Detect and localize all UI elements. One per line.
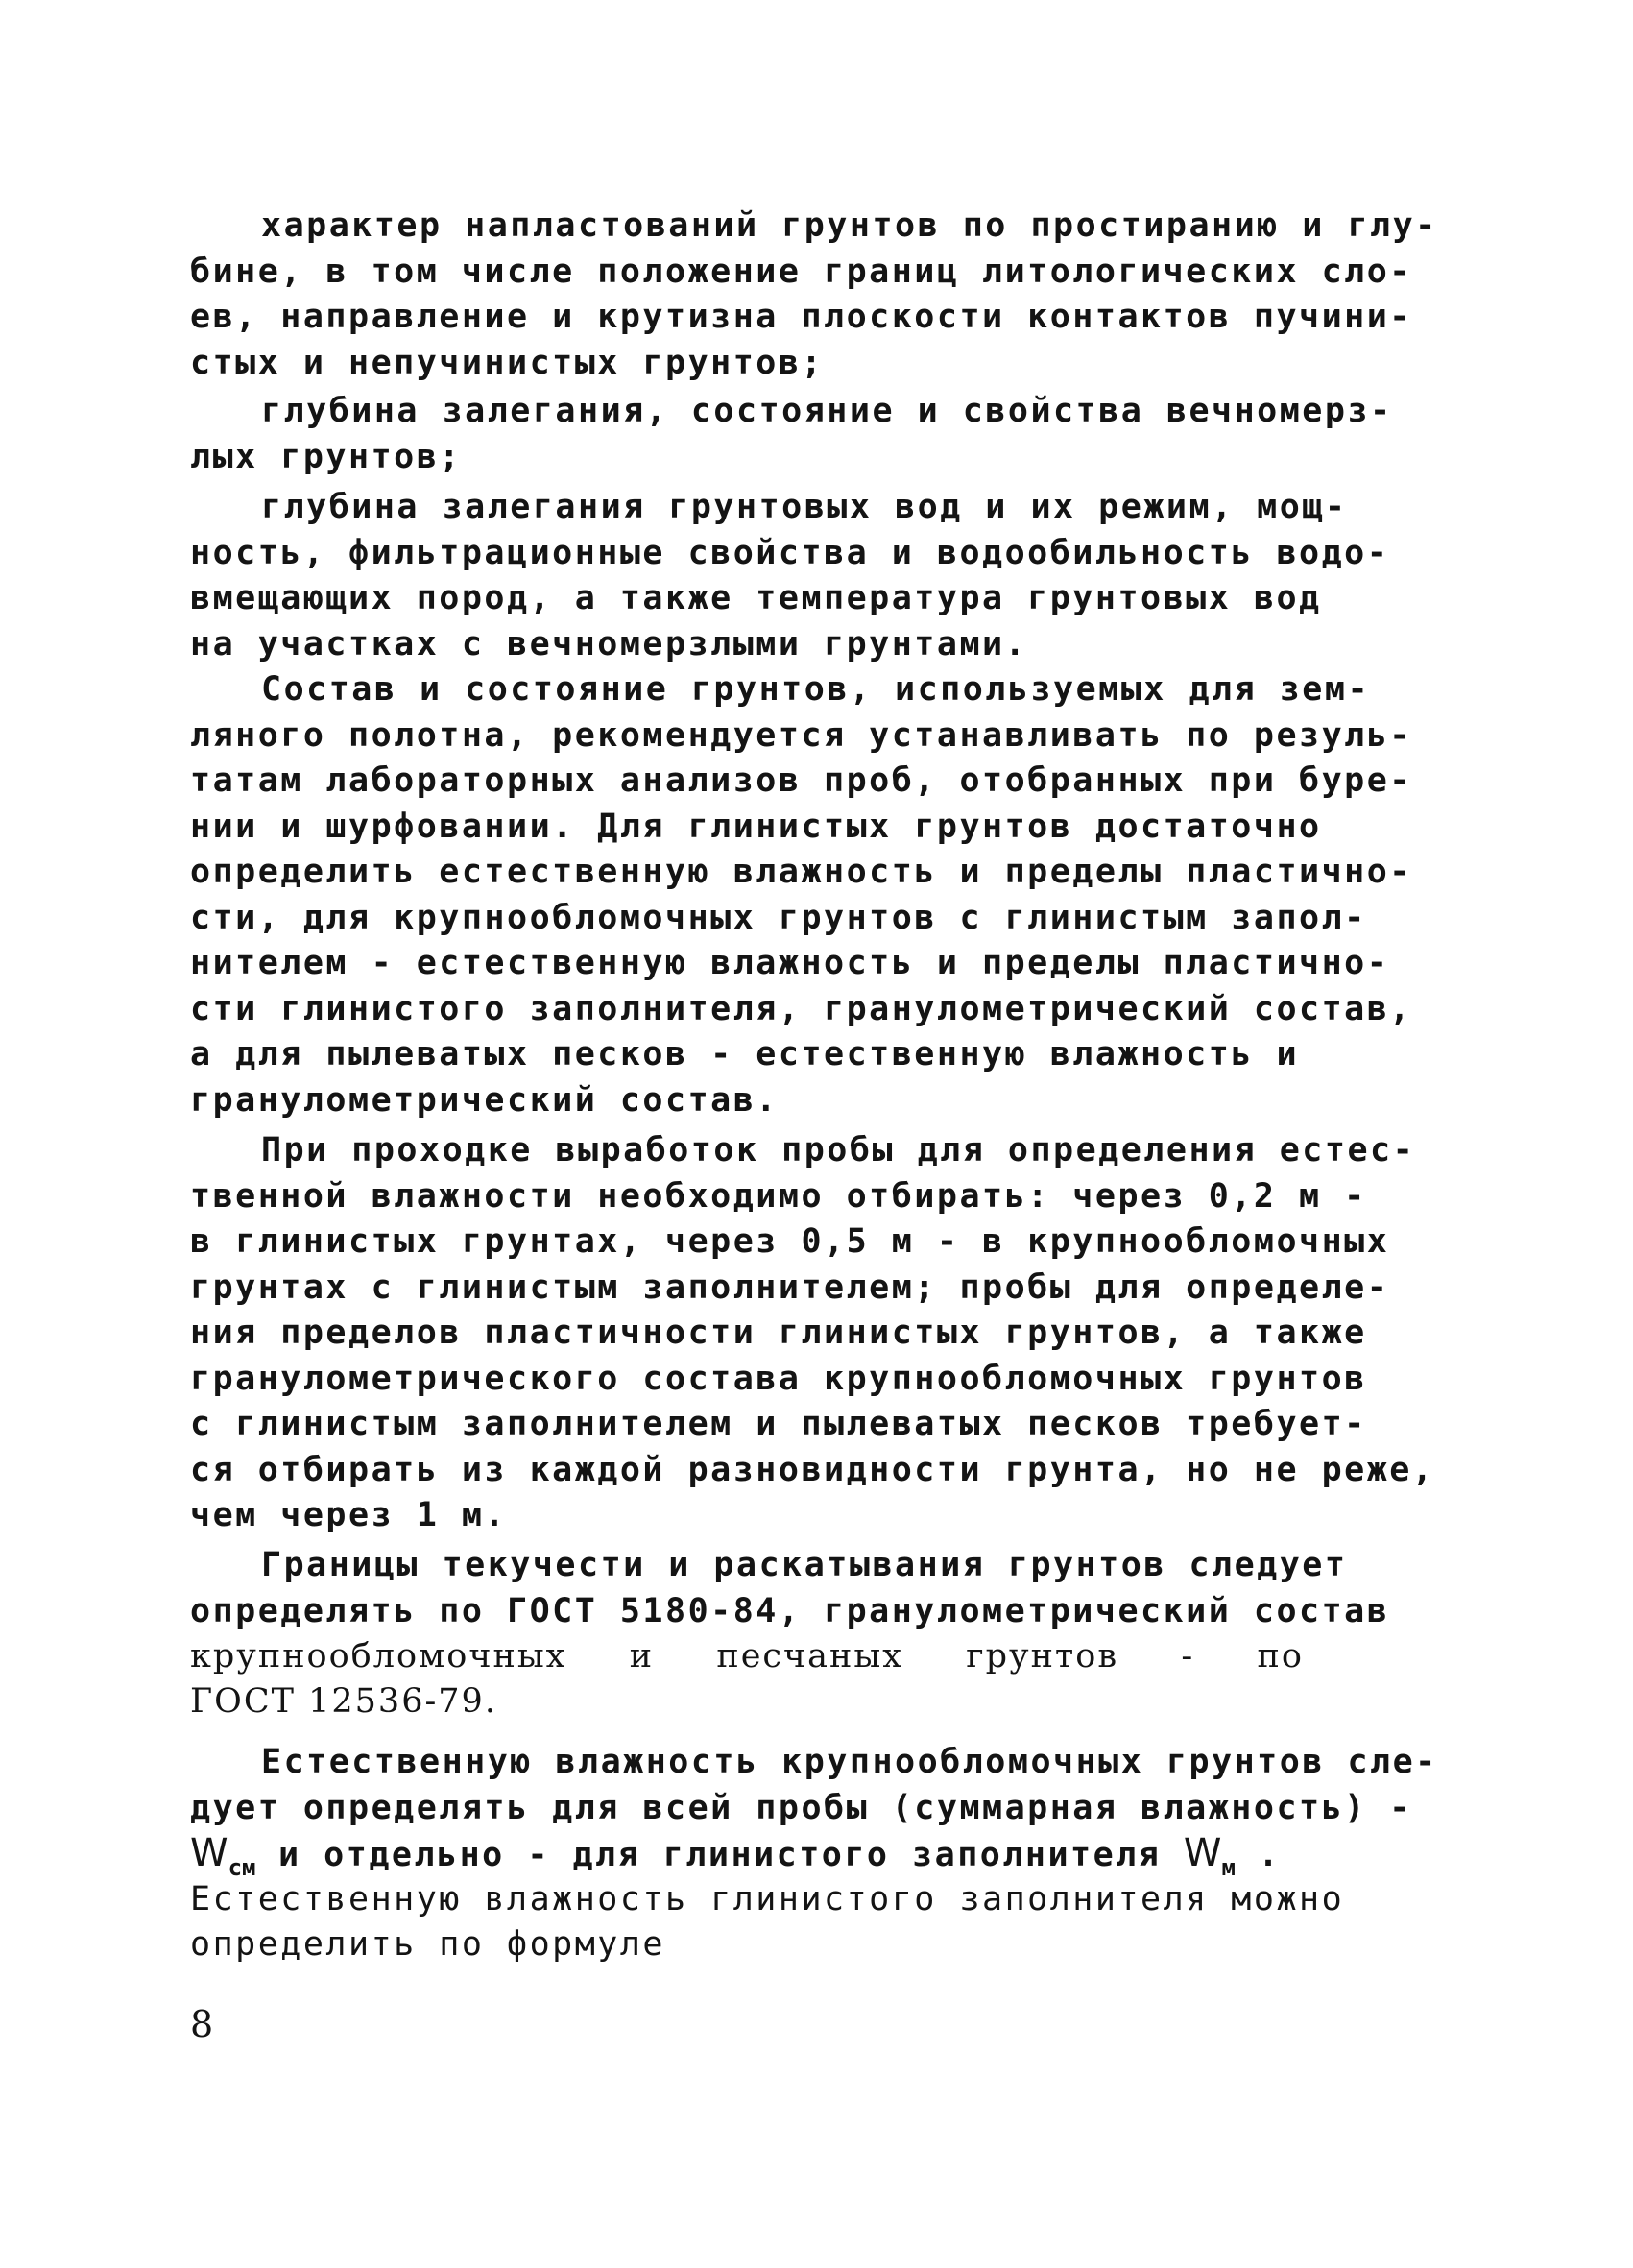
formula-middle-text: и отдельно - для глинистого заполнителя: [255, 1836, 1184, 1874]
w-symbol: W: [190, 1831, 228, 1875]
text-line: При проходке выработок пробы для определения естес-: [261, 1131, 1416, 1170]
text-line: вмещающих пород, а также температура грунтовых вод: [190, 579, 1322, 617]
text-line: твенной влажности необходимо отбирать: через 0,2 м -: [190, 1176, 1367, 1216]
text-line: дует определять для всей пробы (суммарная влажность) -: [190, 1788, 1412, 1827]
formula-line: [190, 1831, 1457, 1881]
text-line: гранулометрического состава крупнообломочных грунтов: [190, 1359, 1367, 1398]
text-line: стых и непучинистых грунтов;: [190, 343, 825, 382]
gost-reference-line: ГОСТ 12536-79.: [190, 1682, 497, 1721]
spread-word: -: [1181, 1637, 1195, 1676]
text-line: грунтах с глинистым заполнителем; пробы для определе-: [190, 1267, 1390, 1307]
spread-word: крупнообломочных: [190, 1637, 567, 1676]
text-line: определять по ГОСТ 5180-84, гранулометрический состав: [190, 1591, 1390, 1630]
text-line: на участках с вечномерзлыми грунтами.: [190, 624, 1028, 664]
paragraph-4: [190, 667, 1457, 1123]
subscript-m: м: [1221, 1854, 1236, 1881]
spread-line: [190, 1634, 1304, 1680]
text-line: нителем - естественную влажность и пределы пластично-: [190, 944, 1390, 982]
spread-word: грунтов: [966, 1637, 1119, 1676]
text-line: чем через 1 м.: [190, 1496, 508, 1534]
text-line: Состав и состояние грунтов, используемых для зем-: [261, 670, 1371, 709]
text-line: в глинистых грунтах, через 0,5 м - в крупнообломочных: [190, 1222, 1390, 1261]
text-line: определить естественную влажность и пределы пластично-: [190, 853, 1412, 891]
text-line: глубина залегания, состояние и свойства вечномерз-: [261, 392, 1393, 430]
text-line: татам лабораторных анализов проб, отобранных при буре-: [190, 761, 1412, 800]
text-line: ность, фильтрационные свойства и водообильность водо-: [190, 533, 1390, 572]
text-line: глубина залегания грунтовых вод и их режим, мощ-: [261, 488, 1348, 526]
page-number: 8: [190, 2003, 214, 2045]
paragraph-6: [190, 1543, 1457, 1634]
spread-word: и: [629, 1637, 655, 1676]
paragraph-2: [190, 389, 1457, 480]
text-line: лых грунтов;: [190, 437, 462, 476]
text-line: а для пылеватых песков - естественную влажность и: [190, 1035, 1300, 1074]
subscript-sm: см: [228, 1854, 256, 1881]
text-line: характер напластований грунтов по простиранию и глу-: [261, 206, 1438, 245]
text-line: Естественную влажность глинистого заполнителя можно: [190, 1879, 1345, 1918]
text-line: сти глинистого заполнителя, гранулометрический состав,: [190, 989, 1412, 1028]
text-line: сти, для крупнообломочных грунтов с глинистым запол-: [190, 898, 1367, 937]
text-line: ляного полотна, рекомендуется устанавливать по резуль-: [190, 715, 1412, 755]
w-symbol: W: [1183, 1831, 1222, 1875]
text-line: нии и шурфовании. Для глинистых грунтов достаточно: [190, 807, 1322, 846]
formula-end-text: .: [1235, 1836, 1282, 1874]
text-line: бине, в том числе положение границ литологических сло-: [190, 252, 1412, 291]
text-line: ев, направление и крутизна плоскости контактов пучини-: [190, 298, 1412, 336]
spread-word: по: [1257, 1637, 1304, 1676]
text-line: ния пределов пластичности глинистых грунтов, а также: [190, 1314, 1367, 1352]
paragraph-3: [190, 485, 1457, 667]
text-line: определить по формуле: [190, 1925, 666, 1964]
text-line: Границы текучести и раскатывания грунтов следует: [261, 1546, 1348, 1584]
paragraph-1: [190, 204, 1457, 386]
text-line: Естественную влажность крупнообломочных грунтов сле-: [261, 1743, 1438, 1781]
spread-word: песчаных: [716, 1637, 903, 1676]
text-line: с глинистым заполнителем и пылеватых песков требует-: [190, 1405, 1367, 1443]
text-line: ся отбирать из каждой разновидности грунта, но не реже,: [190, 1450, 1435, 1489]
paragraph-7: [190, 1740, 1457, 1968]
paragraph-5: [190, 1128, 1457, 1539]
text-line: гранулометрический состав.: [190, 1080, 779, 1120]
